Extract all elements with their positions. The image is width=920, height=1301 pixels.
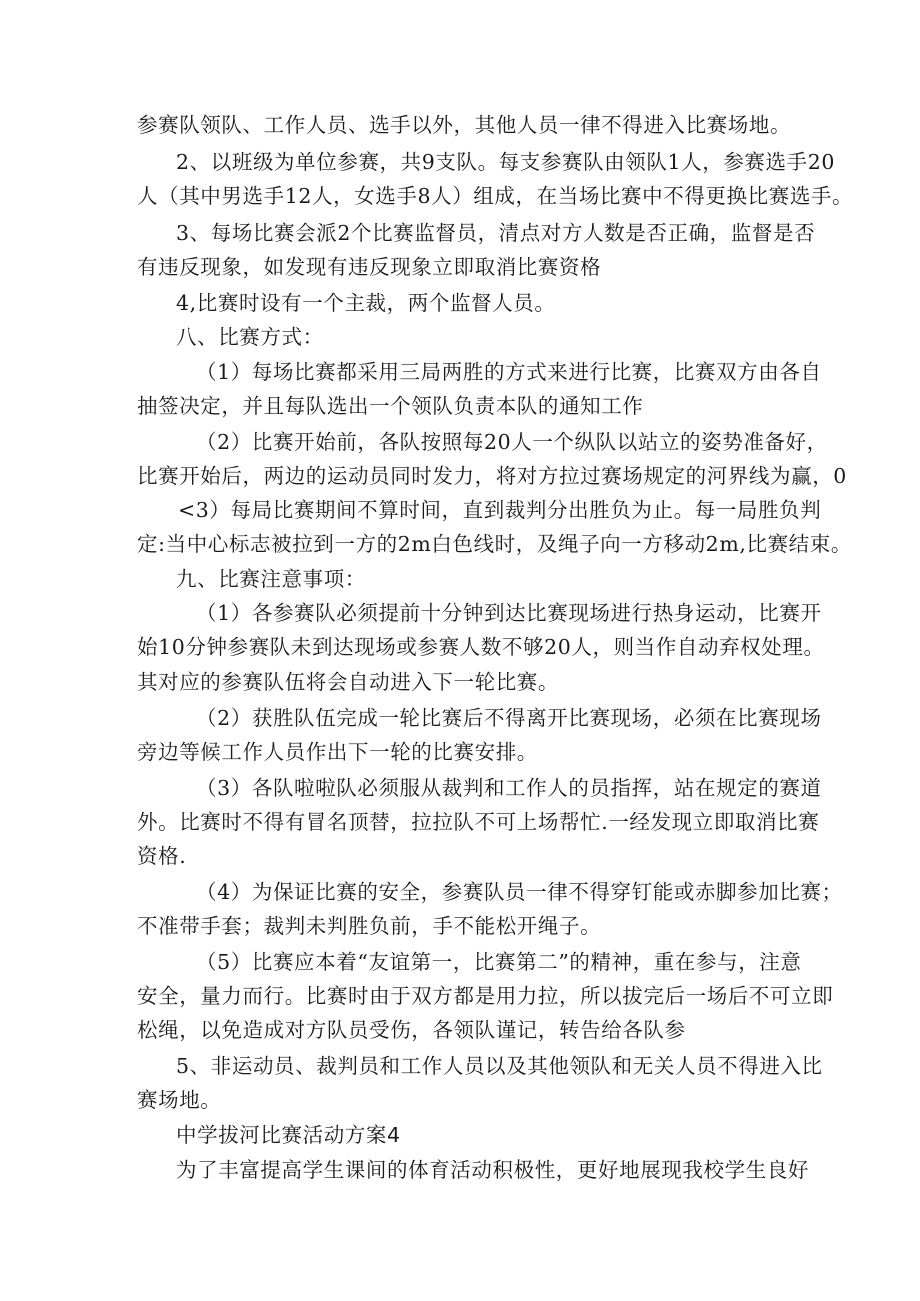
- text-line: （1）各参赛队必须提前十分钟到达比赛现场进行热身运动，比赛开: [196, 601, 822, 625]
- text-line: 人（其中男选手12人，女选手8人）组成，在当场比赛中不得更换比赛选手。: [137, 184, 854, 208]
- text-line: 资格.: [137, 844, 187, 868]
- text-line: 始10分钟参赛队未到达现场或参赛人数不够20人，则当作自动弃权处理。: [137, 635, 825, 659]
- text-line: 定:当中心标志被拉到一方的2m白色线时，及绳子向一方移动2m,比赛结束。: [137, 532, 852, 556]
- text-line: 抽签决定，并且每队选出一个领队负责本队的通知工作: [137, 394, 644, 418]
- text-line: （1）每场比赛都采用三局两胜的方式来进行比赛，比赛双方由各自: [196, 360, 822, 384]
- text-line: 为了丰富提高学生课间的体育活动积极性，更好地展现我校学生良好: [176, 1158, 809, 1182]
- text-line: 不准带手套；裁判未判胜负前，手不能松开绳子。: [137, 914, 602, 938]
- text-line: （2）比赛开始前，各队按照每20人一个纵队以站立的姿势准备好，: [196, 430, 828, 454]
- section-heading: 九、比赛注意事项：: [176, 567, 366, 591]
- text-line: （2）获胜队伍完成一轮比赛后不得离开比赛现场，必须在比赛现场: [196, 706, 822, 730]
- text-line: 安全，量力而行。比赛时由于双方都是用力拉，所以拔完后一场后不可立即: [137, 984, 834, 1008]
- text-line: 3、每场比赛会派2个比赛监督员，清点对方人数是否正确，监督是否: [176, 221, 816, 245]
- text-line: 外。比赛时不得有冒名顶替，拉拉队不可上场帮忙.一经发现立即取消比赛: [137, 810, 820, 834]
- text-line: （5）比赛应本着“友谊第一，比赛第二”的精神，重在参与，注意: [196, 950, 802, 974]
- text-line: 有违反现象，如发现有违反现象立即取消比赛资格: [137, 255, 602, 279]
- text-line: 2、以班级为单位参赛，共9支队。每支参赛队由领队1人，参赛选手20: [176, 150, 836, 174]
- text-line: 旁边等候工作人员作出下一轮的比赛安排。: [137, 740, 538, 764]
- text-line: 5、非运动员、裁判员和工作人员以及其他领队和无关人员不得进入比: [176, 1054, 823, 1078]
- text-line: 其对应的参赛队伍将会自动进入下一轮比赛。: [137, 670, 559, 694]
- text-line: 参赛队领队、工作人员、选手以外，其他人员一律不得进入比赛场地。: [137, 113, 792, 137]
- text-line: （3）各队啦啦队必须服从裁判和工作人的员指挥，站在规定的赛道: [196, 776, 822, 800]
- text-line: 4,比赛时设有一个主裁，两个监督人员。: [176, 291, 556, 315]
- document-title: 中学拔河比赛活动方案4: [176, 1123, 401, 1147]
- section-heading: 八、比赛方式：: [176, 325, 324, 349]
- text-line: 赛场地。: [137, 1088, 222, 1112]
- text-line: 松绳，以免造成对方队员受伤，各领队谨记，转告给各队参: [137, 1018, 686, 1042]
- text-line: <3）每局比赛期间不算时间，直到裁判分出胜负为止。每一局胜负判: [178, 498, 822, 522]
- text-line: 比赛开始后，两边的运动员同时发力，将对方拉过赛场规定的河界线为赢，0: [137, 464, 847, 488]
- text-line: （4）为保证比赛的安全，参赛队员一律不得穿钉能或赤脚参加比赛；: [196, 880, 843, 904]
